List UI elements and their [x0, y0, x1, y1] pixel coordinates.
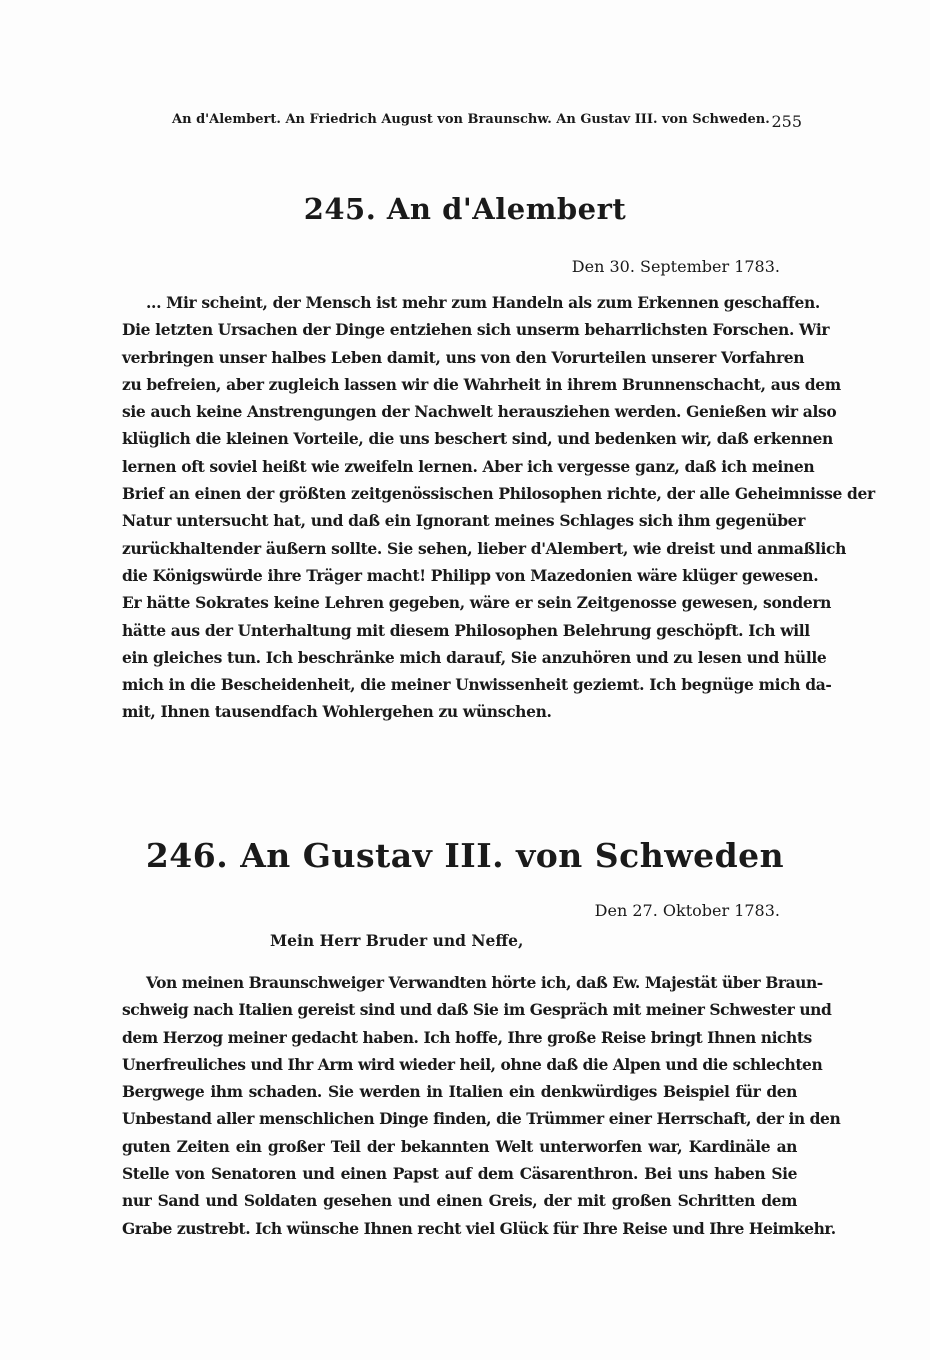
text-line: ein gleiches tun. Ich beschränke mich darauf, Sie anzuhören und zu lesen und hülle	[122, 647, 827, 667]
text-line: verbringen unser halbes Leben damit, uns von den Vorurteilen unserer Vorfahren	[122, 347, 805, 367]
letter-246-salutation: Mein Herr Bruder und Neffe,	[270, 931, 524, 950]
text-line: Unbestand aller menschlichen Dinge finden, die Trümmer einer Herrschaft, der in den	[122, 1109, 841, 1129]
letter-246-body	[122, 969, 841, 1242]
text-line: Von meinen Braunschweiger Verwandten hörte ich, daß Ew. Majestät über Braun-	[146, 973, 823, 992]
text-line: Unerfreuliches und Ihr Arm wird wieder heil, ohne daß die Alpen und die schlechten	[122, 1054, 823, 1074]
letter-245-body	[122, 289, 875, 726]
text-line: nur Sand und Soldaten gesehen und einen Greis, der mit großen Schritten dem	[122, 1191, 797, 1211]
text-line: klüglich die kleinen Vorteile, die uns beschert sind, und bedenken wir, daß erkennen	[122, 429, 833, 449]
text-line: guten Zeiten ein großer Teil der bekannten Welt unterworfen war, Kardinäle an	[122, 1136, 797, 1156]
running-head-text: An d'Alembert. An Friedrich August von Braunschw. An Gustav III. von Schweden.	[172, 112, 770, 127]
text-line: zu befreien, aber zugleich lassen wir die Wahrheit in ihrem Brunnenschacht, aus dem	[122, 374, 841, 394]
text-line: sie auch keine Anstrengungen der Nachwelt herausziehen werden. Genießen wir also	[122, 402, 837, 422]
letter-245-date: Den 30. September 1783.	[571, 257, 780, 276]
text-line: hätte aus der Unterhaltung mit diesem Philosophen Belehrung geschöpft. Ich will	[122, 620, 810, 640]
text-line: Die letzten Ursachen der Dinge entziehen sich unserm beharrlichsten Forschen. Wir	[122, 320, 830, 340]
text-line: Er hätte Sokrates keine Lehren gegeben, wäre er sein Zeitgenosse gewesen, sondern	[122, 593, 832, 613]
text-line: mich in die Bescheidenheit, die meiner Unwissenheit geziemt. Ich begnüge mich da-	[122, 675, 832, 695]
text-line: zurückhaltender äußern sollte. Sie sehen, lieber d'Alembert, wie dreist und anmaßlich	[122, 538, 847, 558]
text-line: lernen oft soviel heißt wie zweifeln lernen. Aber ich vergesse ganz, daß ich meinen	[122, 456, 815, 476]
running-head	[172, 112, 802, 131]
text-line: dem Herzog meiner gedacht haben. Ich hoffe, Ihre große Reise bringt Ihnen nichts	[122, 1027, 812, 1047]
letter-246-date: Den 27. Oktober 1783.	[594, 901, 780, 920]
letter-246-title: 246. An Gustav III. von Schweden	[145, 836, 785, 875]
text-line: Bergwege ihm schaden. Sie werden in Italien ein denkwürdiges Beispiel für den	[122, 1082, 797, 1102]
page-number: 255	[771, 112, 802, 131]
text-line: ... Mir scheint, der Mensch ist mehr zum Handeln als zum Erkennen geschaffen.	[146, 293, 820, 312]
text-line: Grabe zustrebt. Ich wünsche Ihnen recht viel Glück für Ihre Reise und Ihre Heimkehr.	[122, 1218, 836, 1238]
text-line: Stelle von Senatoren und einen Papst auf dem Cäsarenthron. Bei uns haben Sie	[122, 1164, 797, 1184]
text-line: Brief an einen der größten zeitgenössischen Philosophen richte, der alle Geheimnisse der	[122, 484, 875, 504]
letter-245-title: 245. An d'Alembert	[303, 192, 627, 226]
text-line: die Königswürde ihre Träger macht! Philipp von Mazedonien wäre klüger gewesen.	[122, 565, 819, 585]
text-line: schweig nach Italien gereist sind und daß Sie im Gespräch mit meiner Schwester und	[122, 1000, 832, 1020]
text-line: Natur untersucht hat, und daß ein Ignorant meines Schlages sich ihm gegenüber	[122, 511, 806, 531]
text-line: mit, Ihnen tausendfach Wohlergehen zu wünschen.	[122, 702, 552, 722]
